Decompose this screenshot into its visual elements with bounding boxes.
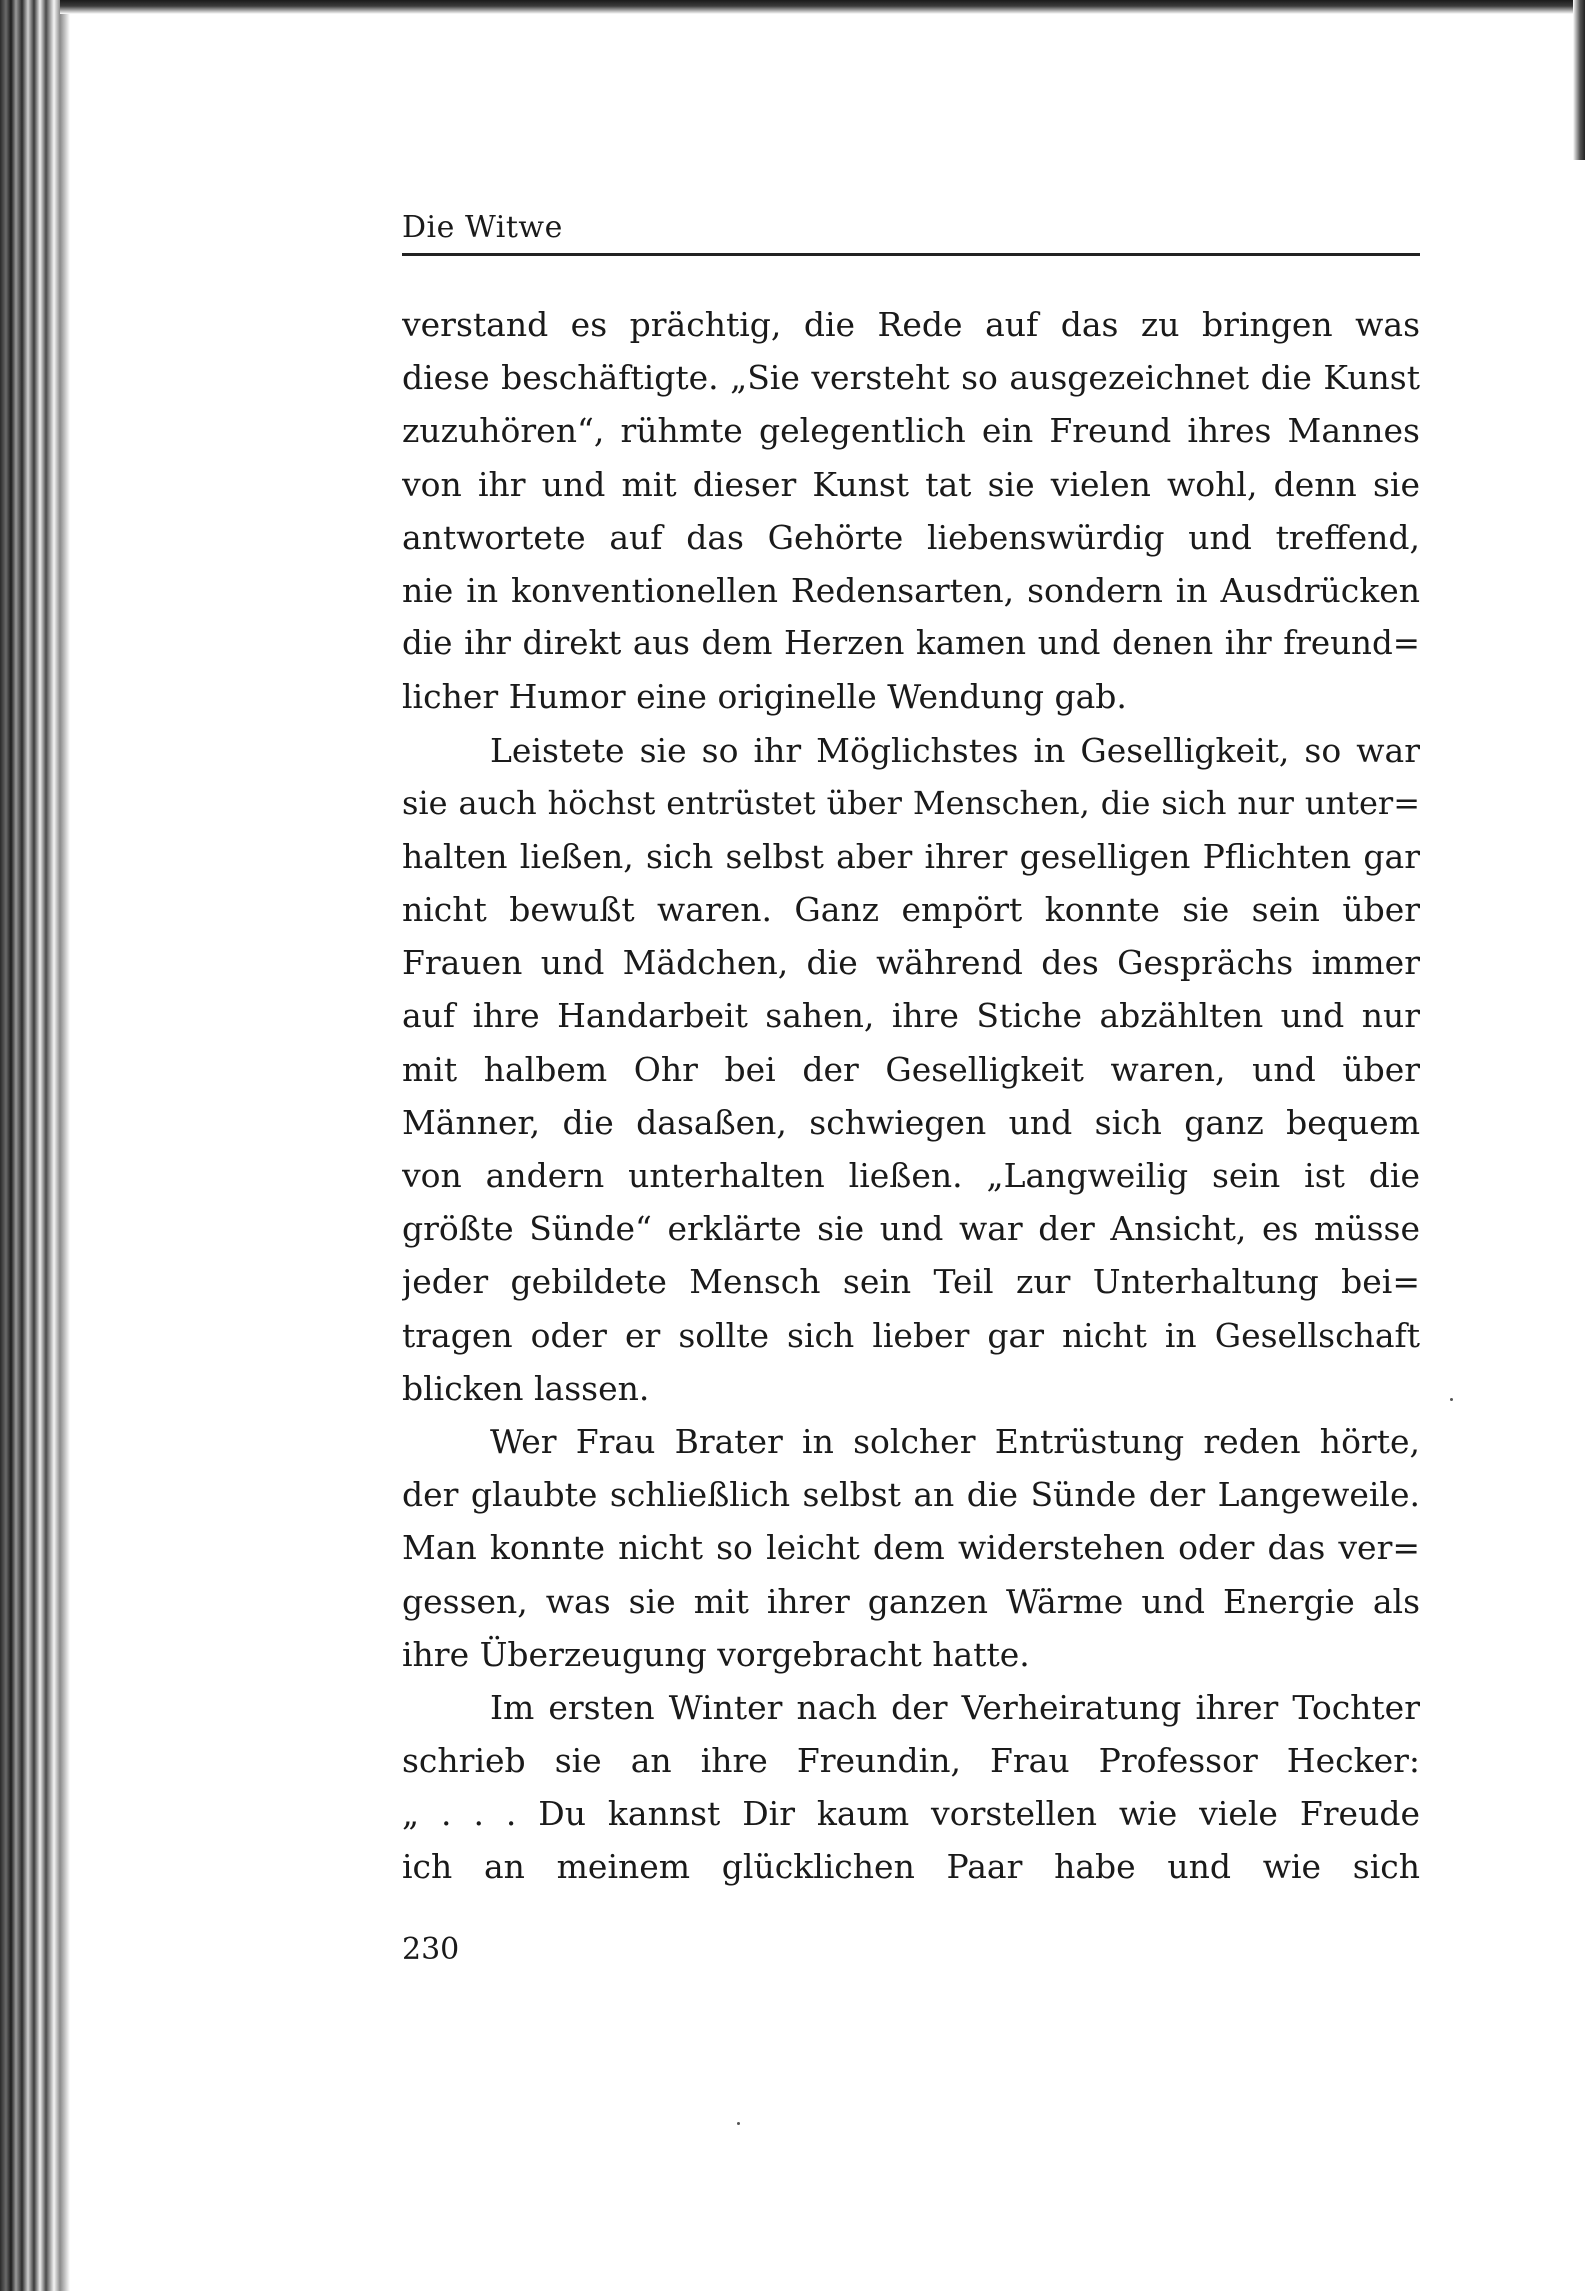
text-line: von andern unterhalten ließen. „Langweilig sein ist die	[402, 1156, 1420, 1195]
text-line: größte Sünde“ erklärte sie und war der Ansicht, es müsse	[402, 1209, 1420, 1249]
scan-speck	[1450, 1398, 1453, 1401]
text-line: Leistete sie so ihr Möglichstes in Geselligkeit, so war	[490, 730, 1420, 770]
text-line: tragen oder er sollte sich lieber gar nicht in Gesellschaft	[402, 1315, 1420, 1355]
text-line: blicken lassen.	[402, 1368, 650, 1408]
text-line: Männer, die dasaßen, schwiegen und sich ganz bequem	[402, 1102, 1420, 1142]
text-line: „ . . . Du kannst Dir kaum vorstellen wie viele Freude	[402, 1794, 1420, 1834]
text-line: antwortete auf das Gehörte liebenswürdig und treffend,	[402, 517, 1420, 557]
text-line: diese beschäftigte. „Sie versteht so ausgezeichnet die Kunst	[402, 358, 1420, 398]
text-line: die ihr direkt aus dem Herzen kamen und denen ihr freund=	[402, 624, 1420, 663]
text-line: Frauen und Mädchen, die während des Gesprächs immer	[402, 943, 1420, 983]
text-line: halten ließen, sich selbst aber ihrer geselligen Pflichten gar	[402, 836, 1420, 876]
text-line: von ihr und mit dieser Kunst tat sie vielen wohl, denn sie	[402, 464, 1420, 504]
text-line: sie auch höchst entrüstet über Menschen, die sich nur unter=	[402, 783, 1420, 822]
page-right-edge	[1573, 0, 1585, 160]
running-head	[402, 204, 1420, 256]
scan-speck	[737, 2122, 740, 2125]
page-top-edge	[60, 0, 1585, 14]
page-number: 230	[402, 1932, 460, 1967]
text-line: auf ihre Handarbeit sahen, ihre Stiche abzählten und nur	[402, 996, 1420, 1036]
running-head-title: Die Witwe	[402, 210, 563, 245]
body-text	[402, 298, 1420, 1894]
text-line: gessen, was sie mit ihrer ganzen Wärme und Energie als	[402, 1581, 1420, 1621]
text-line: Man konnte nicht so leicht dem widerstehen oder das ver=	[402, 1528, 1420, 1568]
text-line: mit halbem Ohr bei der Geselligkeit waren, und über	[402, 1049, 1420, 1089]
text-line: Wer Frau Brater in solcher Entrüstung reden hörte,	[490, 1421, 1420, 1461]
text-line: schrieb sie an ihre Freundin, Frau Professor Hecker:	[402, 1741, 1420, 1781]
text-line: Im ersten Winter nach der Verheiratung ihrer Tochter	[490, 1687, 1420, 1727]
text-line: zuzuhören“, rühmte gelegentlich ein Freund ihres Mannes	[402, 411, 1420, 451]
text-line: jeder gebildete Mensch sein Teil zur Unterhaltung bei=	[402, 1262, 1420, 1302]
text-line: licher Humor eine originelle Wendung gab.	[402, 677, 1127, 717]
text-line: ihre Überzeugung vorgebracht hatte.	[402, 1634, 1030, 1674]
book-binding-edge	[0, 0, 72, 2291]
text-line: verstand es prächtig, die Rede auf das zu bringen was	[402, 305, 1420, 344]
text-line: nie in konventionellen Redensarten, sondern in Ausdrücken	[402, 570, 1420, 610]
text-line: ich an meinem glücklichen Paar habe und wie sich	[402, 1847, 1420, 1887]
text-line: nicht bewußt waren. Ganz empört konnte sie sein über	[402, 890, 1420, 930]
text-line: der glaubte schließlich selbst an die Sünde der Langeweile.	[402, 1475, 1420, 1515]
